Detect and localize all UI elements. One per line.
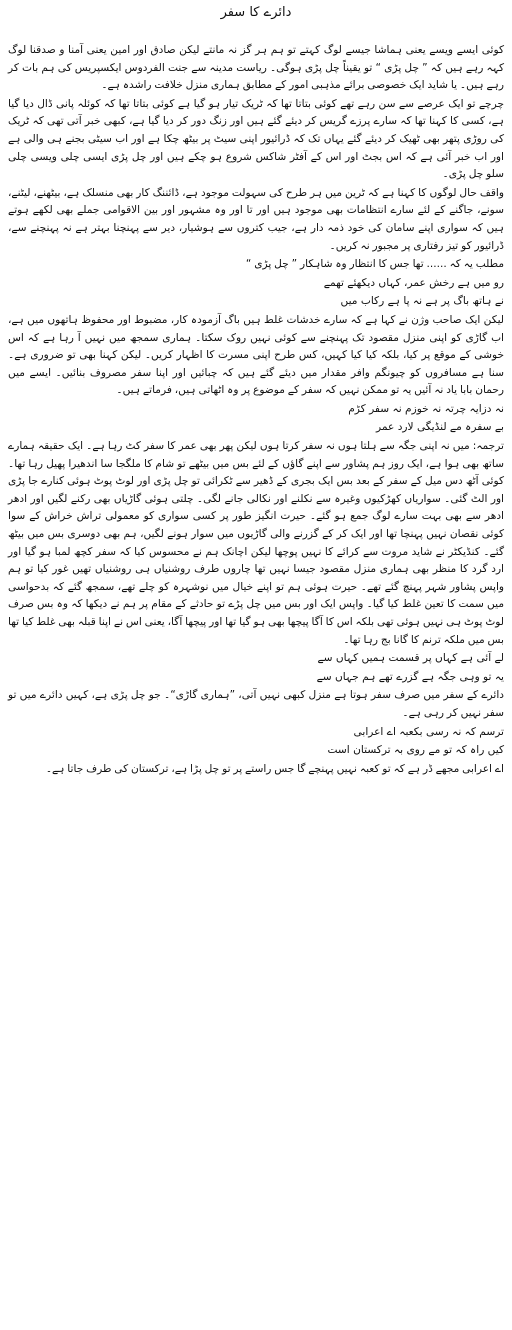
verse-line: کیں راہ کہ تو مے روی بہ ترکستان است (327, 744, 504, 757)
paragraph-conclusion: اے اعرابی مجھے ڈر ہے کہ تو کعبہ نہیں پہنچے گا جس راستے پر تو چل پڑا ہے، ترکستان کی طرف جاتا ہے۔ (45, 762, 504, 775)
verse-line: بے سفرہ مے لنڈیگی لارد عمر (376, 421, 504, 434)
verse-line: نہ دزایہ چرتہ نہ خوزم نہ سفر کڑم (348, 402, 504, 415)
verse-line: رو میں ہے رخش عمر، کہاں دیکھئے تھمے (323, 276, 504, 289)
paragraph-translation: ترجمہ: میں نہ اپنی جگہ سے ہلتا ہوں نہ سفر کرتا ہوں لیکن پھر بھی عمر کا سفر کٹ رہا ہے۔ ایک حقیقہ ہمارے ساتھ بھی ہوا ہے، ایک روز ہم پشاور سے اپنے گاؤں کے لئے بس میں بیٹھے تو شام کا ملگجا سا اندھیرا پھیل رہا تھا۔ کوئی آٹھ دس میل کے سفر کے بعد بس ایک بجری کے ڈھیر سے ٹکرائی تو چل پڑی اور لوٹ پوٹ ہوئی کنارے جا پڑی اور الٹ گئی۔ سواریاں کھڑکیوں وغیرہ سے نکلنے اور نکالی جانے لگی۔ چلتی ہوئی گاڑیاں بھی رکنے لگیں اور ادھر ادھر سے بھی بہت سارے لوگ جمع ہو گئے۔ حیرت انگیز طور پر کسی سواری کو معمولی تراش خراش کے سوا کوئی نقصان نہیں پہنچا تھا اور ایک کر کے گزرنے والی گاڑیوں میں سوار ہونے لگیں، ہم بھی دوسری بس میں بیٹھ گئے۔ کنڈیکٹر نے شاید مروت سے کرائے کا نہیں پوچھا لیکن اچانک ہم نے محسوس کیا کہ سفر کچھ لمبا ہو گیا اور ارد گرد کا منظر بھی ہماری منزل مقصود جیسا نہیں تھا چاروں طرف روشنیاں ہی روشنیاں تھیں غور کیا تو ہم واپس پشاور شہر پہنچ گئے تھے۔ حیرت ہوئی ہم تو اپنے خیال میں نوشہرہ کو چلے تھے، سمجھ گئے کہ بدحواسی میں سمت کا تعین غلط کیا گیا۔ واپس ایک اور بس میں چل پڑے تو حادثے کے مقام پر ہم نے دیکھا کہ وہ بس صرف لوٹ پوٹ ہی نہیں ہوئی تھی بلکہ اس کا آگا پیچھا بھی ہو گیا تھا اور پیچھا آگا، یعنی اس نے اپنا قبلہ بھی غلط کیا تھا بس میں ملکہ ترنم کا گانا بج رہا تھا۔ (8, 440, 504, 646)
paragraph-circle: دائرے کے سفر میں صرف سفر ہوتا ہے منزل کبھی نہیں آتی، ”ہماری گاڑی“۔ جو چل پڑی ہے، کہیں دائرے میں تو سفر نہیں کر رہی ہے۔ (8, 689, 504, 719)
paragraph-vision: لیکن ایک صاحب وژن نے کہا ہے کہ سارے خدشات غلط ہیں باگ آزمودہ کار، مضبوط اور محفوظ ہاتھوں میں ہے، اب گاڑی کو اپنی منزل مقصود تک پہنچنے سے کوئی نہیں روک سکتا۔ ہماری سمجھ میں نہیں آ رہا ہے کہ اس خوشی کے موقع پر کیا، بلکہ کیا کیا کہیں، کس طرح اپنی مسرت کا اظہار کریں۔ لیکن کہنا بھی تو ضروری ہے۔ سنا ہے مسافروں کو چیونگم وافر مقدار میں دیئے گئے ہیں کہ چبائیں اور اپنا سفر مصروف بنائیں۔ ایسے میں رحمان بابا یاد نہ آئیں یہ تو ممکن نہیں کہ سفر کے موضوع پر وہ اٹھاتی ہیں، فرماتے ہیں۔ (8, 313, 504, 397)
verse-line: ترسم کہ نہ رسی بکعبہ اے اعرابی (353, 725, 504, 738)
verse-line: نے ہاتھ باگ پر ہے نہ پا ہے رکاب میں (340, 295, 504, 308)
verse-line: لے آئی ہے کہاں پر قسمت ہمیں کہاں سے (317, 652, 504, 665)
paragraph-meaning: مطلب یہ کہ ...... تھا جس کا انتظار وہ شاہکار ” چل پڑی “ (245, 258, 504, 271)
article-title: دائرے کا سفر (220, 5, 292, 20)
paragraph-intro: کوئی ایسے ویسے یعنی ہماشا جیسے لوگ کہتے تو ہم ہر گز نہ مانتے لیکن صادق اور امین یعنی آمنا و صدقنا لوگ کہہ رہے ہیں کہ ” چل پڑی “ تو یقیناً چل پڑی ہوگی۔ ریاست مدینہ سے جنت الفردوس ایکسپریس کی ہم بات کر رہے ہیں۔ یا شاید ایک خصوصی برائے مذہبی امور کے مطابق ہماری منزل خلافت راشدہ ہے۔ (8, 44, 504, 92)
paragraph-rumors: چرچے تو ایک عرصے سے سن رہے تھے کوئی بتاتا تھا کہ ٹریک تیار ہو گیا ہے کوئی بتاتا تھا کہ کوئلہ پانی ڈال دیا گیا ہے، کسی کا کہنا تھا کہ سارے پرزے گریس کر دیئے گئے ہیں اور زنگ دور کر دیا گیا ہے، کبھی خبر آتی تھی کہ ٹریک کی روڑی پتھر بھی ٹھیک کر دیئے گئے یہاں تک کہ ڈرائیور اپنی سیٹ پر بیٹھ چکا ہے اور اب سیٹی بجنے ہی والی ہے اور اب خبر آئی ہے کہ اس بجٹ اور اس کے آفٹر شاکس شروع ہو چکے ہیں اور چل پڑی ایسی چلی ویسی چلی سلو چل پڑی۔ (8, 97, 504, 181)
verse-line: یہ تو وہی جگہ ہے گزرے تھے ہم جہاں سے (316, 670, 504, 683)
paragraph-facilities: واقف حال لوگوں کا کہنا ہے کہ ٹرین میں ہر طرح کی سہولت موجود ہے، ڈائننگ کار بھی منسلک ہے، بیٹھنے، لیٹنے، سونے، جاگنے کے لئے سارے انتظامات بھی موجود ہیں اور تا اور وہ مشہور اور بین الاقوامی جملے بھی لکھے ہوتے ہیں کہ سواری اپنے سامان کی خود ذمہ دار ہے، جیب کتروں سے ہوشیار، دیر سے پہنچنا بہتر ہے نہ پہنچنے سے، ڈرائیور کو تیز رفتاری پر مجبور نہ کریں۔ (8, 186, 504, 252)
